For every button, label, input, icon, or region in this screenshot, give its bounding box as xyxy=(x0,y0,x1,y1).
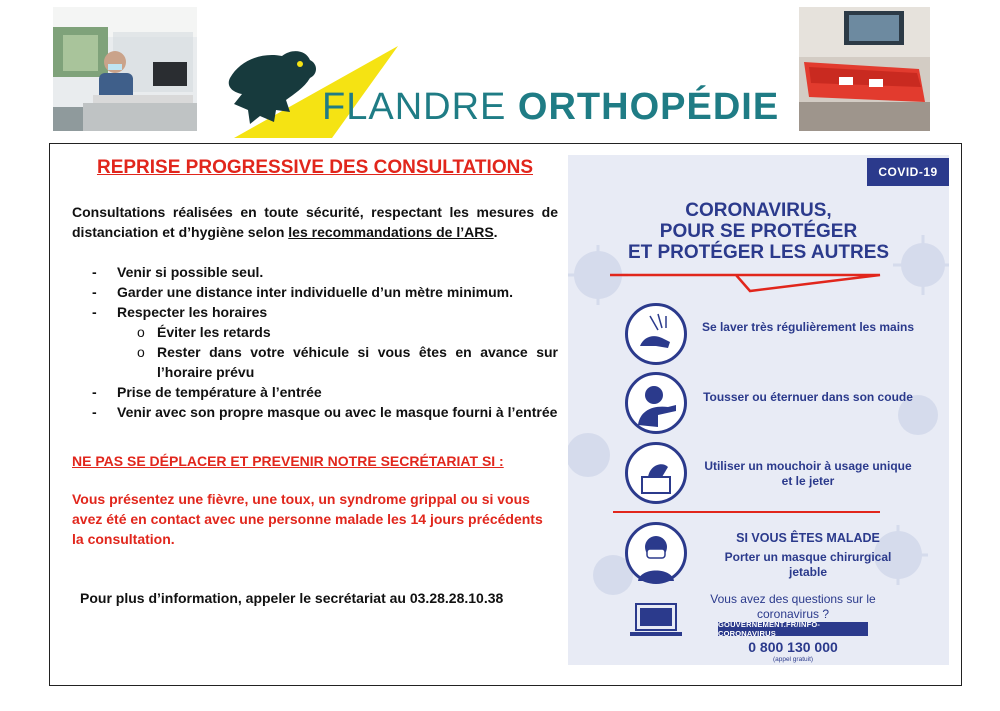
list-item-label: Respecter les horaires xyxy=(117,304,268,320)
website-link: GOUVERNEMENT.FR/INFO-CORONAVIRUS xyxy=(718,622,868,636)
covid-badge: COVID-19 xyxy=(867,158,949,186)
notice-text xyxy=(72,150,558,608)
tip-cough: Tousser ou éternuer dans son coude xyxy=(703,390,913,404)
warning-title: NE PAS SE DÉPLACER ET PREVENIR NOTRE SECRÉTARIAT SI : xyxy=(72,453,504,469)
tip-handwash: Se laver très régulièrement les mains xyxy=(701,320,915,334)
tissue-icon xyxy=(625,442,687,504)
poster-headline xyxy=(568,200,949,263)
warning-body: Vous présentez une fièvre, une toux, un syndrome grippal ou si vous avez été en contact avec une personne malade les 14 jours précédents la consultation. xyxy=(72,491,543,547)
brand-name-part2: ORTHOPÉDIE xyxy=(517,86,780,128)
reception-photo xyxy=(53,7,197,131)
list-item: - Venir si possible seul. xyxy=(72,262,558,282)
contact-footer: Pour plus d’information, appeler le secrétariat au 03.28.28.10.38 xyxy=(80,590,504,606)
list-item: - Garder une distance inter individuelle d’un mètre minimum. xyxy=(72,282,558,302)
tip-tissue: Utiliser un mouchoir à usage unique et le jeter xyxy=(704,459,912,488)
sub-list xyxy=(117,322,558,382)
covid-poster xyxy=(568,155,949,665)
instructions-list xyxy=(72,262,558,422)
sub-list-item: o Rester dans votre véhicule si vous êtes en avance sur l’horaire prévu xyxy=(117,342,558,382)
ars-link-text: les recommandations de l’ARS xyxy=(288,224,494,240)
notice-title: REPRISE PROGRESSIVE DES CONSULTATIONS xyxy=(96,157,533,178)
questions-text: Vous avez des questions sur le coronavirus ? xyxy=(710,592,876,621)
waiting-room-photo xyxy=(799,7,930,131)
sub-list-item: o Éviter les retards xyxy=(117,322,558,342)
sick-title: SI VOUS ÊTES MALADE xyxy=(736,531,880,545)
laptop-icon xyxy=(630,602,682,638)
poster-headline-line2: POUR SE PROTÉGER xyxy=(659,221,858,242)
intro-paragraph xyxy=(72,202,558,242)
list-item xyxy=(72,302,558,382)
intro-text: Consultations réalisées en toute sécurité, respectant les mesures de distanciation et d’hygiène selon xyxy=(72,204,558,240)
handwash-icon xyxy=(625,303,687,365)
cough-elbow-icon xyxy=(625,372,687,434)
hotline-number: 0 800 130 000 xyxy=(748,639,838,655)
poster-headline-line1: CORONAVIRUS, xyxy=(685,200,832,221)
list-item: - Venir avec son propre masque ou avec le masque fourni à l’entrée xyxy=(72,402,558,422)
hotline-note: (appel gratuit) xyxy=(772,656,814,663)
mask-icon xyxy=(625,522,687,584)
sick-text: Porter un masque chirurgical jetable xyxy=(724,550,892,579)
brand-name-part1: FLANDRE xyxy=(322,86,518,128)
brand-name xyxy=(322,86,779,129)
intro-end: . xyxy=(493,224,498,240)
list-item: - Prise de température à l’entrée xyxy=(72,382,558,402)
poster-headline-line3: ET PROTÉGER LES AUTRES xyxy=(627,242,890,263)
